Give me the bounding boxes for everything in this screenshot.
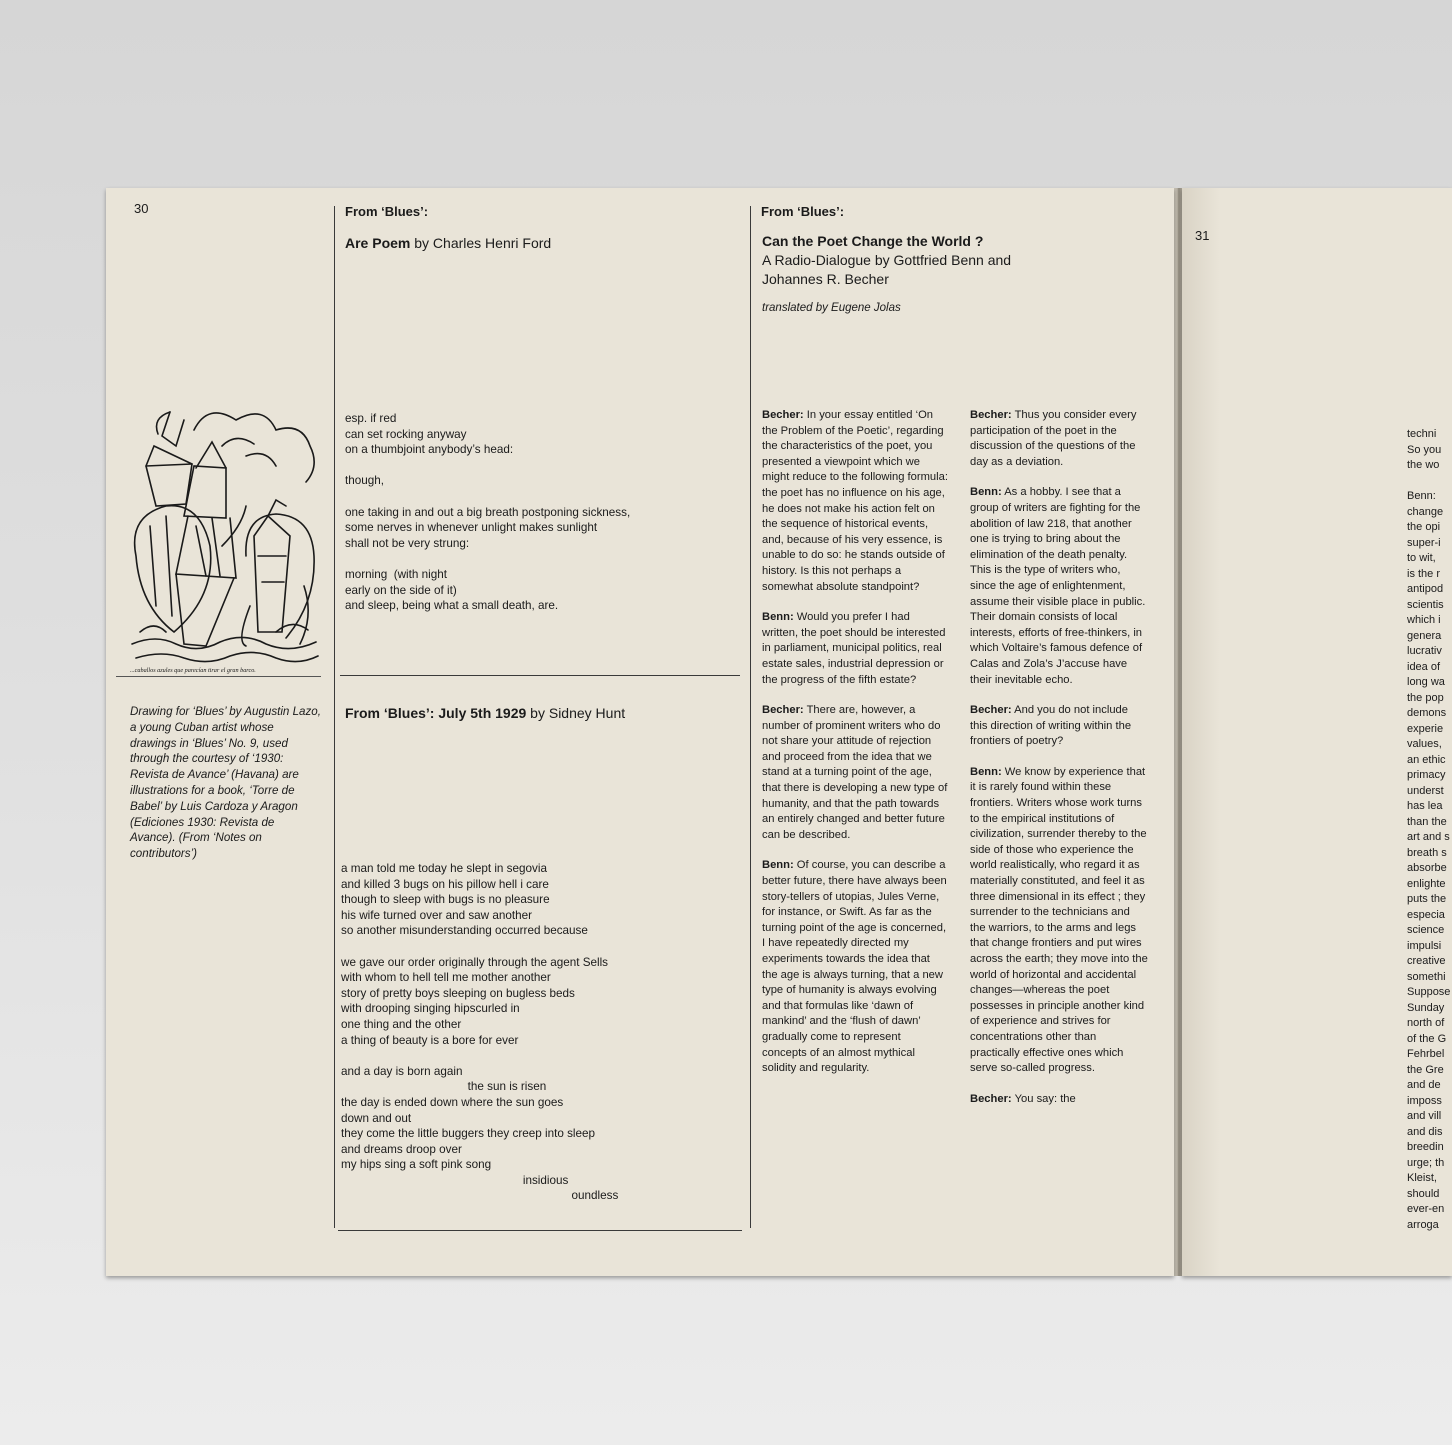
poem1-title-text: Are Poem [345,235,411,251]
right-page [1182,188,1452,1276]
dialogue-paragraph: Benn: Of course, you can describe a better future, there have always been story-tellers of utopias, Jules Verne, for instance, or Swift. As far as the turning point of the age is concerned, I have repeatedly directed my experiments towards the idea that the age is always turning, that a new type of humanity is always evolving and that formulas like ‘dawn of mankind’ and the ‘flush of dawn’ gradually come to represent concepts of an almost mythical solidity and regularity. [762,859,947,1075]
dialogue-title: Can the Poet Change the World ? [762,233,984,249]
page-number-right: 31 [1195,228,1210,243]
dialogue-translator: translated by Eugene Jolas [762,302,901,314]
dialogue-source-label: From ‘Blues’: [761,204,845,219]
dialogue-paragraph: Becher: There are, however, a number of prominent writers who do not share your attitude of rejection and proceed from the idea that we stand at a turning point of the age, that there is developing a new type of humanity, and that the path towards an entirely changed and better future can be described. [762,704,948,841]
poem-divider [340,675,740,676]
poem2-title-text: From ‘Blues’: July 5th 1929 [345,705,527,721]
illustration-handwritten-caption: ...caballos azules que parecían tirar el gran barco. [130,667,256,674]
poem2-byline: by Sidney Hunt [526,705,626,721]
dialogue-paragraph: Benn: As a hobby. I see that a group of writers are fighting for the abolition of law 218, that another one is trying to bring about the elimination of the death penalty. This is the type of writers who, since the age of enlightenment, assume their visible place in public. Their domain consists of local interests, efforts of free-thinkers, in which Voltaire’s famous defence of Calas and Zola’s J’accuse have their inevitable echo. [970,486,1146,686]
poem1-text: esp. if red can set rocking anyway on a thumbjoint anybody’s head: though, one taking in and out a big breath postponing sickness, some nerves in whenever unlight makes sunlight shall not be very strung: morning (with night early on the side of it) and sleep, being what a small death, are. [345,412,631,613]
dialogue-paragraph: Benn: Would you prefer I had written, the poet should be interested in parliament, municipal politics, real estate sales, industrial depression or the progress of the fifth estate? [762,611,946,686]
dialogue-subtitle-line1: A Radio-Dialogue by Gottfried Benn and [762,252,1012,268]
poem2-bottom-rule [338,1230,742,1231]
dialogue-paragraph: Benn: We know by experience that it is rarely found within these frontiers. Writers whose work turns to the empirical institutions of civilization, surrender thereby to the side of those who experience the world realistically, who regard it as materially constituted, and feel it as three dimensional in its effect ; they surrender to the technicians and the warriors, to the arms and legs that change frontiers and put wires across the earth; they move into the world of horizontal and accidental changes—whereas the poet possesses in principle another kind of experience and strives for concentrations other than practically effective ones which serve so-called progress. [970,765,1148,1075]
poem1-source-label: From ‘Blues’: [345,204,429,219]
poem1-title [345,234,551,253]
ship-drawing-illustration [126,406,324,678]
right-page-text-fragment: techni So you the wo Benn: change the opi super-i to wit, is the r antipod scientis which i genera lucrativ idea of long wa the pop demons experie values, an ethic primacy underst has lea than the art and s breath s absorbe enlighte puts the especia science impulsi creative somethi Suppose Sunday north of of the G Fehrbel the Gre and de imposs and vill and dis breedin urge; th Kleist, should ever-en arroga [1407,428,1451,1231]
page-number-left: 30 [134,201,149,216]
column-rule-2 [750,206,751,1228]
illustration-caption: Drawing for ‘Blues’ by Augustin Lazo, a young Cuban artist whose drawings in ‘Blues’ No. 9, used through the courtesy of ‘1930: Revista de Avance’ (Havana) are illustrations for a book, ‘Torre de Babel’ by Luis Cardoza y Aragon (Ediciones 1930: Revista de Avance). (From ‘Notes on contributors’) [130,705,321,861]
left-page [106,188,1174,1276]
dialogue-paragraph: Becher: And you do not include this direction of writing within the frontiers of poetry? [970,704,1132,748]
dialogue-heading [762,232,1162,289]
dialogue-paragraph: Becher: Thus you consider every participation of the poet in the discussion of the questions of the day as a deviation. [970,409,1137,468]
illustration-underline [116,676,321,677]
dialogue-paragraph: Becher: You say: the [970,1092,1076,1105]
dialogue-paragraph: Becher: In your essay entitled ‘On the Problem of the Poetic’, regarding the characteristics of the poet, you presented a viewpoint which we might reduce to the following formula: the poet has no influence on his age, he does not make his action felt on the sequence of historical events, and, because of his very essence, is unable to do so: he stands outside of history. Is this not perhaps a somewhat absolute standpoint? [762,409,948,593]
dialogue-subtitle-line2: Johannes R. Becher [762,271,889,287]
poem1-byline: by Charles Henri Ford [410,235,552,251]
dialogue-column-2 [970,408,1148,1122]
column-rule-1 [334,206,335,1228]
poem2-title [345,704,625,723]
poem2-text: a man told me today he slept in segovia and killed 3 bugs on his pillow hell i care though to sleep with bugs is no pleasure his wife turned over and saw another so another misunderstanding occurred because we gave our order originally through the agent Sells with whom to hell tell me mother another story of pretty boys sleeping on bugless beds with drooping singing hipscurled in one thing and the other a thing of beauty is a bore for ever and a day is born again the sun is risen the day is ended down where the sun goes down and out they come the little buggers they creep into sleep and dreams droop over my hips sing a soft pink song insidious oundless [341,862,619,1203]
dialogue-column-1 [762,408,948,1092]
